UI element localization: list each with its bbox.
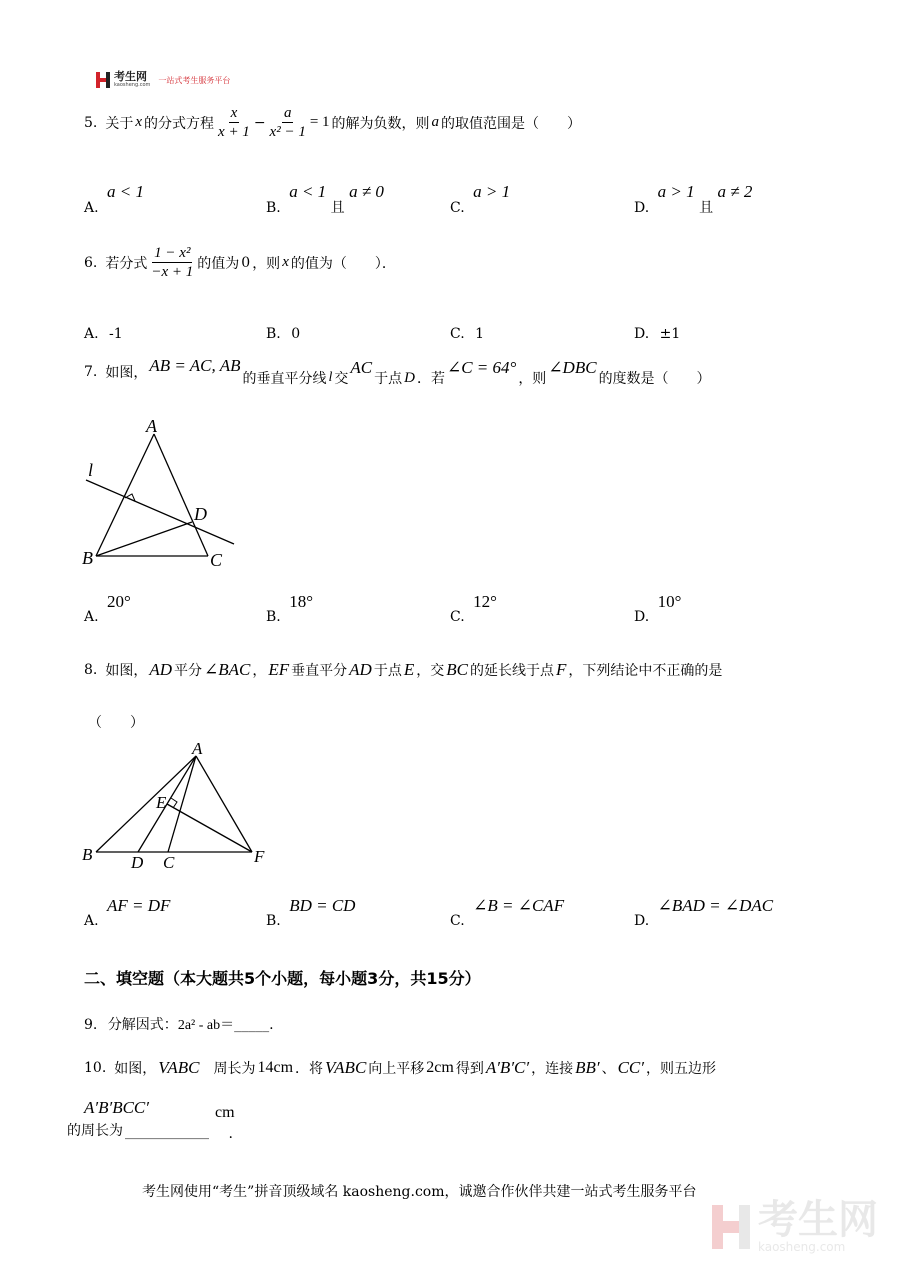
- q7-label-d: D: [194, 504, 207, 524]
- q5-option-d[interactable]: [634, 182, 753, 216]
- logo-domain: kaosheng.com: [114, 82, 151, 88]
- q8-label-d: D: [131, 853, 144, 872]
- q7-label-l: l: [88, 460, 94, 480]
- q6-f-num: 1 − x²: [154, 245, 191, 261]
- q8-prefix: 如图，: [105, 663, 148, 679]
- q8-mid2: ，: [252, 663, 267, 679]
- q7-label-b: B: [82, 548, 93, 568]
- q6-option-d-label: D.: [634, 326, 650, 342]
- q7-option-c[interactable]: [450, 592, 497, 625]
- q8-option-a[interactable]: [84, 896, 171, 929]
- q8-option-d-value: ∠BAD = ∠DAC: [657, 896, 774, 915]
- page-footer: 考生网使用“考生”拼音顶级域名 kaosheng.com，诚邀合作伙伴共建一站式考生服务平台: [142, 1184, 697, 1200]
- q10-pentagon: A′B′BCC′: [84, 1098, 149, 1117]
- q5-eq: = 1: [309, 114, 330, 130]
- watermark-text: 考生网: [758, 1197, 878, 1243]
- q6-option-d-value: ±1: [659, 326, 681, 342]
- q5-option-a[interactable]: [84, 182, 144, 216]
- q5-option-d-math2: a ≠ 2: [717, 182, 753, 201]
- q8-mid1: 平分: [174, 663, 203, 679]
- q8-number: 8.: [84, 662, 98, 678]
- q5-option-d-and: 且: [699, 200, 714, 216]
- q10-cc: CC′: [617, 1058, 644, 1077]
- q9-answer-blank[interactable]: _____: [234, 1017, 270, 1033]
- q7-mid4: ．若: [416, 371, 445, 387]
- watermark: [712, 1197, 878, 1254]
- q5-f1-den: x + 1: [218, 124, 250, 140]
- q6-mid: 的值为: [197, 255, 240, 272]
- q5-option-c[interactable]: [450, 182, 511, 216]
- q8-label-e: E: [156, 793, 167, 812]
- q8-bc: BC: [446, 660, 468, 679]
- q10-answer-blank[interactable]: ____________: [125, 1124, 209, 1140]
- q6-option-c-value: 1: [475, 326, 485, 342]
- q5-option-a-label: A.: [84, 200, 99, 216]
- q7-cond: AB = AC, AB: [149, 356, 241, 375]
- q8-mid6: 的延长线于点: [469, 663, 554, 679]
- q7-option-c-label: C.: [450, 609, 465, 625]
- logo-icon: [96, 72, 110, 88]
- q8-option-d-label: D.: [634, 913, 650, 929]
- q10-triangle: VABC: [158, 1058, 200, 1077]
- q7-option-b[interactable]: [266, 592, 314, 625]
- q7-option-a[interactable]: [84, 592, 131, 625]
- q7-label-a: A: [146, 416, 157, 436]
- q6-number: 6.: [84, 254, 98, 271]
- q10-bb: BB′: [575, 1058, 600, 1077]
- q7-ac: AC: [350, 358, 373, 377]
- q8-option-b-value: BD = CD: [289, 896, 356, 915]
- q5-option-b-label: B.: [266, 200, 281, 216]
- q7-d: D: [404, 369, 415, 386]
- q7-mid5: ，则: [518, 371, 547, 387]
- q5-option-d-label: D.: [634, 200, 650, 216]
- q7-mid1: 的垂直平分线: [242, 371, 327, 387]
- q6-option-d[interactable]: [634, 326, 680, 342]
- q7-number: 7.: [84, 364, 98, 380]
- q7-mid3: 于点: [374, 371, 403, 387]
- q7-option-d-label: D.: [634, 609, 650, 625]
- q8-suffix: ，下列结论中不正确的是: [568, 663, 723, 679]
- q8-bac: ∠BAC: [204, 660, 251, 679]
- q6-suffix: 的值为（ ）．: [290, 255, 396, 272]
- question-5: [84, 104, 581, 141]
- q6-option-c-label: C.: [450, 326, 465, 342]
- q5-option-b-math: a < 1: [289, 182, 327, 201]
- q7-option-d[interactable]: [634, 592, 682, 625]
- q7-option-c-value: 12°: [473, 592, 497, 611]
- q8-f: F: [555, 660, 567, 679]
- q5-option-c-math: a > 1: [473, 182, 511, 201]
- q10-mid6: ，则五边形: [646, 1061, 716, 1077]
- question-10: [84, 1058, 716, 1078]
- q5-var-x: x: [135, 114, 143, 130]
- q8-ef: EF: [268, 660, 290, 679]
- q9-number: 9.: [84, 1017, 98, 1033]
- q5-fraction-1: [216, 104, 252, 141]
- q6-option-a[interactable]: [84, 326, 123, 342]
- q5-number: 5.: [84, 114, 98, 131]
- q8-figure: [78, 738, 278, 874]
- q9-expression: 2a² - ab＝: [177, 1018, 235, 1033]
- q6-mid2: ，则: [252, 255, 281, 272]
- section-2-n2: 3: [367, 969, 379, 988]
- q7-angle2: ∠DBC: [548, 358, 597, 377]
- q5-fraction-2: [268, 104, 308, 141]
- q8-mid5: ，交: [416, 663, 445, 679]
- q10-unit: cm: [215, 1104, 235, 1121]
- q6-option-c[interactable]: [450, 326, 484, 342]
- q8-option-c-label: C.: [450, 913, 465, 929]
- q5-option-b-math2: a ≠ 0: [349, 182, 384, 201]
- q6-option-b-label: B.: [266, 326, 281, 342]
- q10-triangle-3: A′B′C′: [485, 1058, 530, 1077]
- q6-option-a-label: A.: [84, 326, 99, 342]
- q10-mid1: 周长为: [213, 1061, 256, 1077]
- q5-option-b-and: 且: [330, 200, 345, 216]
- q5-prefix: 关于: [105, 115, 134, 132]
- section-2-title-mid2: 分，共: [378, 969, 427, 988]
- q8-mid3: 垂直平分: [291, 663, 348, 679]
- q10-separator: 、: [601, 1061, 616, 1077]
- q5-option-b[interactable]: [266, 182, 384, 216]
- q10-mid2: ．将: [295, 1061, 324, 1077]
- q5-minus: −: [253, 114, 266, 131]
- q7-prefix: 如图，: [105, 365, 148, 381]
- q8-option-c-value: ∠B = ∠CAF: [473, 896, 565, 915]
- question-7: [84, 356, 711, 387]
- q7-option-a-label: A.: [84, 609, 99, 625]
- q10-line2-mid: 的周长为: [67, 1123, 123, 1139]
- q8-label-f: F: [254, 847, 265, 866]
- section-2-title-mid1: 个小题，每小题: [255, 969, 368, 988]
- q7-mid2: 交: [334, 371, 349, 387]
- q8-segment-ac: [168, 756, 196, 852]
- question-9: [84, 1014, 274, 1034]
- q5-f2-num: a: [283, 105, 292, 121]
- q7-angle: ∠C = 64°: [446, 358, 517, 377]
- q7-suffix: 的度数是（ ）: [598, 371, 711, 387]
- section-2-title-pre: 二、填空题（本大题共: [84, 969, 245, 988]
- q10-mid4: 得到: [455, 1061, 484, 1077]
- q10-mid3: 向上平移: [368, 1061, 425, 1077]
- q5-var-a: a: [431, 114, 440, 130]
- section-2-title-end: 分）: [448, 969, 481, 988]
- q8-paren: （ ）: [88, 715, 144, 731]
- q8-ad: AD: [149, 660, 173, 679]
- q5-f2-den: x² − 1: [269, 124, 306, 140]
- section-2-n3: 15: [426, 969, 449, 988]
- q6-var-x: x: [282, 254, 289, 270]
- q10-end: .: [228, 1126, 233, 1142]
- header-logo: [96, 72, 230, 88]
- q8-label-b: B: [82, 845, 93, 864]
- q6-prefix: 若分式: [105, 255, 148, 272]
- q7-line-l: l: [328, 370, 333, 385]
- q7-option-b-value: 18°: [289, 592, 314, 611]
- q7-bisector-l: [86, 480, 234, 544]
- q7-figure: [78, 412, 248, 574]
- q7-option-d-value: 10°: [657, 592, 682, 611]
- q7-option-a-value: 20°: [107, 592, 131, 611]
- q8-option-a-value: AF = DF: [107, 896, 171, 915]
- section-2-title: [84, 966, 481, 989]
- q8-ad2: AD: [349, 660, 372, 679]
- watermark-domain: kaosheng.com: [758, 1240, 846, 1254]
- q7-side-ac: [154, 434, 208, 556]
- q8-label-c: C: [163, 853, 175, 872]
- q8-label-a: A: [192, 739, 203, 758]
- q8-option-a-label: A.: [84, 913, 99, 929]
- q9-suffix: .: [269, 1017, 274, 1033]
- logo-name: 考生网: [114, 70, 147, 83]
- q10-perimeter: 14cm: [257, 1059, 294, 1076]
- question-6: [84, 244, 396, 281]
- q10-prefix: 如图，: [114, 1061, 157, 1077]
- q7-side-ab: [96, 434, 154, 556]
- question-10-line-2: [67, 1098, 235, 1142]
- q5-suffix2: 的取值范围是（ ）: [441, 115, 582, 132]
- q5-mid: 的分式方程: [144, 115, 215, 132]
- q8-segment-ef: [167, 804, 252, 852]
- q7-option-b-label: B.: [266, 609, 281, 625]
- q8-option-b[interactable]: [266, 896, 356, 929]
- q8-option-c[interactable]: [450, 896, 565, 929]
- q8-mid4: 于点: [373, 663, 402, 679]
- q10-triangle-2: VABC: [325, 1058, 367, 1077]
- q5-option-d-math: a > 1: [657, 182, 695, 201]
- q6-f-den: −x + 1: [151, 264, 194, 280]
- header-slogan: 一站式考生服务平台: [158, 75, 231, 85]
- q8-option-d[interactable]: [634, 896, 774, 929]
- q8-option-b-label: B.: [266, 913, 281, 929]
- q9-prefix: 分解因式：: [107, 1017, 178, 1033]
- q6-fraction: [149, 244, 195, 281]
- q8-side-af: [196, 756, 252, 852]
- q6-zero: 0: [241, 254, 251, 271]
- section-2-n1: 5: [244, 969, 256, 988]
- q5-option-c-label: C.: [450, 200, 465, 216]
- q10-mid5: ，连接: [531, 1061, 574, 1077]
- q10-number: 10.: [84, 1060, 107, 1076]
- q7-label-c: C: [210, 550, 223, 570]
- q10-shift: 2cm: [426, 1059, 454, 1076]
- q6-option-a-value: -1: [109, 326, 123, 342]
- q6-option-b[interactable]: [266, 326, 300, 342]
- q5-f1-num: x: [230, 105, 238, 121]
- q5-suffix1: 的解为负数，则: [331, 115, 430, 132]
- q5-option-a-math: a < 1: [107, 182, 144, 201]
- q8-e: E: [403, 660, 415, 679]
- q6-option-b-value: 0: [291, 326, 301, 342]
- watermark-logo-icon: [712, 1205, 752, 1249]
- question-8: [84, 660, 722, 680]
